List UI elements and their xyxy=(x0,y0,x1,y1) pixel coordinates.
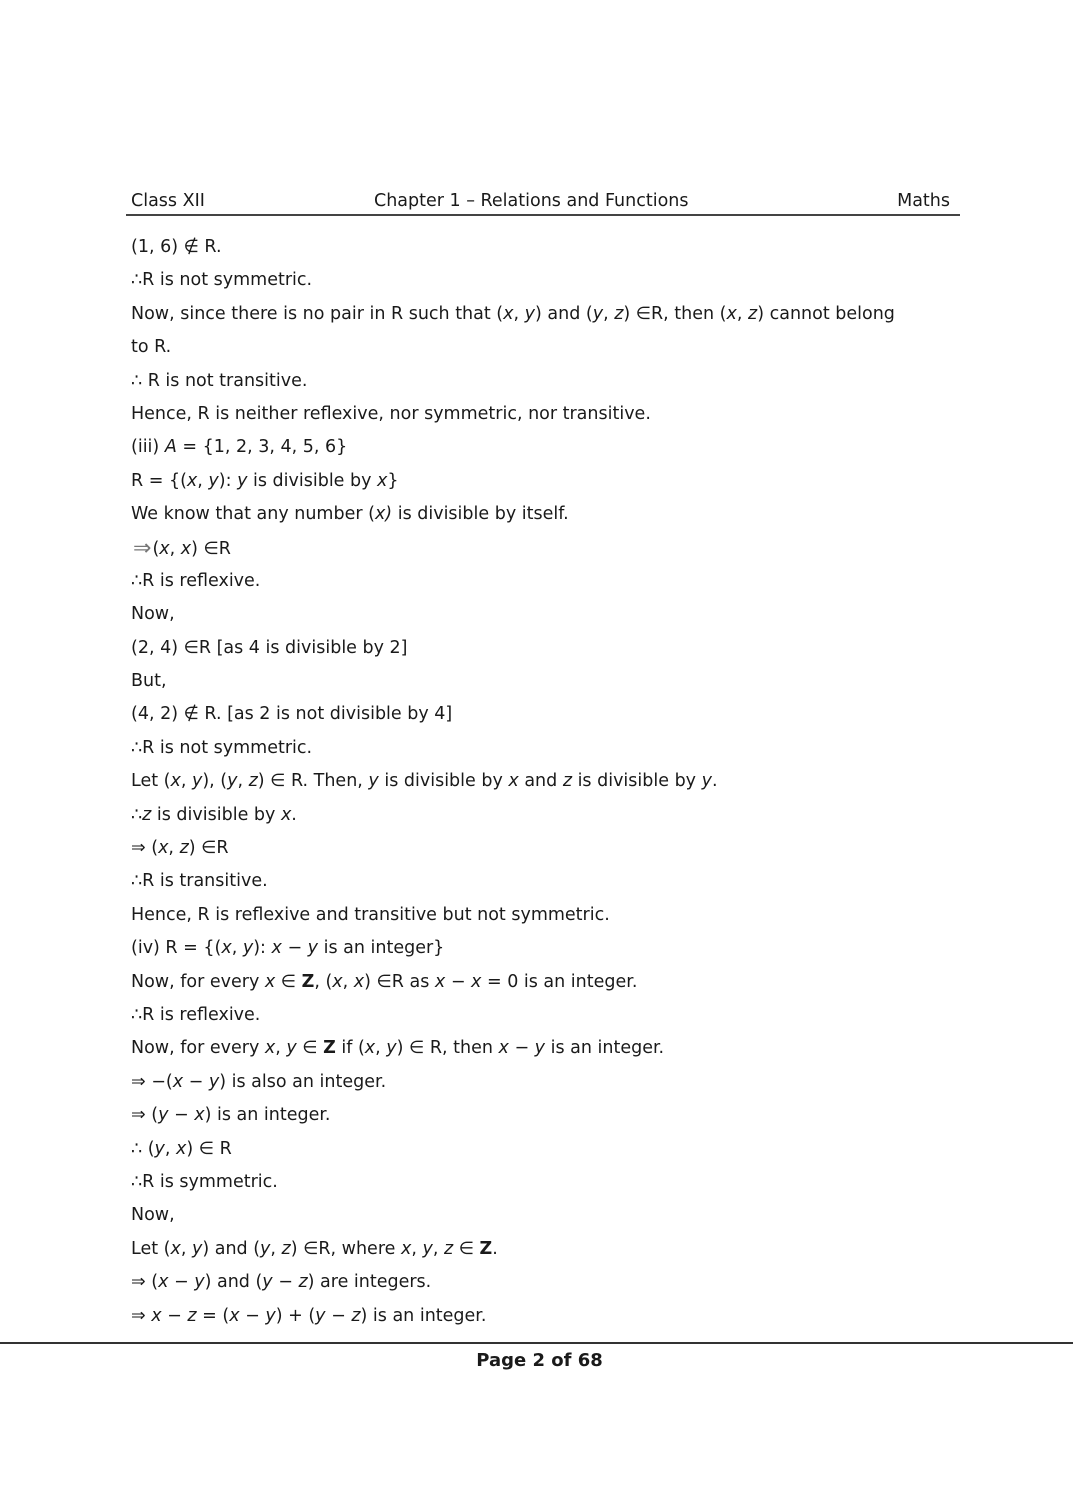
text-run: − xyxy=(508,1038,535,1059)
text-run: − xyxy=(239,1305,266,1326)
text-run: is divisible by itself. xyxy=(392,504,569,525)
math-variable: z xyxy=(562,771,572,792)
text-run: , xyxy=(180,771,192,792)
text-run: − xyxy=(168,1272,195,1293)
math-variable: x xyxy=(186,470,198,491)
math-variable: y xyxy=(208,1071,220,1092)
text-line xyxy=(131,331,961,364)
math-variable: y xyxy=(286,1038,297,1059)
math-variable: x xyxy=(158,1272,169,1293)
math-variable: x xyxy=(471,971,482,992)
text-run: , xyxy=(237,771,249,792)
text-line xyxy=(131,899,961,932)
math-variable: z xyxy=(748,303,758,324)
text-run: ∴ ( xyxy=(131,1138,155,1159)
math-variable: x xyxy=(508,771,519,792)
math-variable: y xyxy=(534,1038,546,1059)
math-variable: z xyxy=(443,1238,454,1259)
text-run: ) is an integer. xyxy=(360,1305,487,1326)
math-variable: z xyxy=(614,303,624,324)
math-variable: y xyxy=(242,938,254,959)
math-variable: y xyxy=(191,771,203,792)
text-run: is divisible by xyxy=(378,771,509,792)
text-run: − xyxy=(272,1272,299,1293)
header-class: Class XII xyxy=(131,191,205,211)
math-variable: x xyxy=(377,470,388,491)
text-run: , xyxy=(197,470,209,491)
text-run: Now, for every xyxy=(131,1038,265,1059)
text-run: ) is also an integer. xyxy=(219,1071,387,1092)
math-variable: y xyxy=(315,1305,326,1326)
text-run: Hence, R is neither reflexive, nor symmetric, nor transitive. xyxy=(131,403,651,424)
text-run: ⇒ −( xyxy=(131,1071,173,1092)
text-line xyxy=(131,865,961,898)
math-variable: y xyxy=(237,470,248,491)
page-body xyxy=(131,231,961,1333)
text-run: Now, since there is no pair in R such that ( xyxy=(131,303,504,324)
math-variable: x xyxy=(353,971,365,992)
text-line xyxy=(131,598,961,631)
text-line xyxy=(131,532,961,565)
text-run: ) ∈R as xyxy=(364,971,435,992)
text-run: ) ∈R xyxy=(191,538,231,559)
text-run: − xyxy=(183,1071,209,1092)
math-variable: x xyxy=(176,1138,187,1159)
math-variable: x xyxy=(364,1038,376,1059)
text-run: = {1, 2, 3, 4, 5, 6} xyxy=(176,437,348,458)
text-run: We know that any number ( xyxy=(131,504,375,525)
math-variable: x xyxy=(159,538,170,559)
text-run: ) ∈ R xyxy=(186,1138,232,1159)
math-variable: y xyxy=(368,771,379,792)
text-line xyxy=(131,1166,961,1199)
text-run: , xyxy=(342,971,354,992)
text-run: is divisible by xyxy=(572,771,702,792)
text-run: ∈ xyxy=(296,1038,324,1059)
text-line xyxy=(131,665,961,698)
math-variable: y xyxy=(208,470,219,491)
math-variable: x xyxy=(498,1038,509,1059)
math-variable: y xyxy=(227,771,238,792)
text-run: and xyxy=(518,771,563,792)
text-run: , xyxy=(375,1038,387,1059)
page-number: Page 2 of 68 xyxy=(476,1350,603,1371)
text-run: is divisible by xyxy=(151,804,281,825)
text-run: (iii) xyxy=(131,437,165,458)
text-run: ( xyxy=(152,538,160,559)
math-variable: x xyxy=(271,938,282,959)
math-variable: z xyxy=(179,838,189,859)
math-variable: z xyxy=(351,1305,361,1326)
math-variable: x xyxy=(158,838,169,859)
math-variable: y xyxy=(260,1238,271,1259)
text-run: ) ∈R xyxy=(188,838,229,859)
math-variable: x xyxy=(332,971,343,992)
text-run: ⇒ ( xyxy=(131,1272,159,1293)
text-run: ∴R is not symmetric. xyxy=(131,737,313,758)
text-line xyxy=(131,932,961,965)
text-run: is an integer} xyxy=(318,938,445,959)
text-run: ∴R is symmetric. xyxy=(131,1171,278,1192)
text-run: , xyxy=(168,838,180,859)
text-line xyxy=(131,1066,961,1099)
math-variable: x xyxy=(726,303,737,324)
text-run: (2, 4) ∈R [as 4 is divisible by 2] xyxy=(131,637,408,658)
text-run: ) ∈R, then ( xyxy=(623,303,727,324)
math-variable: x xyxy=(221,938,232,959)
text-run: . xyxy=(492,1238,498,1259)
text-run: Now, for every xyxy=(131,971,265,992)
math-variable: x xyxy=(264,971,276,992)
text-run: ∴R is not symmetric. xyxy=(131,270,313,291)
text-run: ⇒ xyxy=(131,1305,152,1326)
text-run: , ( xyxy=(314,971,333,992)
implies-arrow-icon: ⇒ xyxy=(133,535,152,561)
text-run: , xyxy=(411,1238,423,1259)
text-run: = ( xyxy=(196,1305,230,1326)
math-variable: y xyxy=(701,771,712,792)
math-variable: y xyxy=(154,1138,165,1159)
text-run: Now, xyxy=(131,1205,175,1226)
text-run: ⇒ ( xyxy=(131,838,159,859)
text-run: , xyxy=(164,1138,177,1159)
math-variable: y xyxy=(158,1105,169,1126)
math-variable: y xyxy=(265,1305,276,1326)
text-run: ): xyxy=(218,470,238,491)
text-run: . xyxy=(291,804,297,825)
math-variable: x xyxy=(180,538,192,559)
text-line xyxy=(131,632,961,665)
text-line xyxy=(131,1233,961,1266)
text-run: (1, 6) ∉ R. xyxy=(131,237,222,257)
text-line xyxy=(131,966,961,999)
text-line xyxy=(131,465,961,498)
text-run: , xyxy=(513,303,525,324)
text-run: ∴R is reflexive. xyxy=(131,1004,261,1025)
math-variable: y xyxy=(524,303,535,324)
text-run: ⇒ ( xyxy=(131,1105,159,1126)
math-variable: x xyxy=(264,1038,276,1059)
text-run: ∈ xyxy=(453,1238,480,1259)
header-chapter-title: Chapter 1 – Relations and Functions xyxy=(374,191,689,211)
text-line xyxy=(131,799,961,832)
text-line xyxy=(131,431,961,464)
text-run: ) are integers. xyxy=(307,1272,432,1293)
text-run: } xyxy=(387,470,399,491)
text-run: , xyxy=(231,938,243,959)
math-variable: x xyxy=(400,1238,412,1259)
text-run: ∴ R is not transitive. xyxy=(131,370,308,391)
text-run: ) and ( xyxy=(202,1238,261,1259)
text-run: if ( xyxy=(335,1038,365,1059)
text-run: ∴R is reflexive. xyxy=(131,570,261,591)
math-variable: z xyxy=(281,1238,291,1259)
text-line xyxy=(131,765,961,798)
math-set-symbol: Z xyxy=(301,971,315,992)
text-run: − xyxy=(168,1105,195,1126)
text-line xyxy=(131,298,961,331)
math-variable: z xyxy=(142,804,152,825)
page-header xyxy=(126,190,960,216)
text-run: ) ∈ R. Then, xyxy=(257,771,369,792)
text-run: is an integer. xyxy=(545,1038,665,1059)
text-line xyxy=(131,1300,961,1333)
text-run: , xyxy=(169,538,181,559)
text-line xyxy=(131,698,961,731)
text-run: ) is an integer. xyxy=(204,1105,331,1126)
header-subject: Maths xyxy=(897,191,950,211)
math-variable: z xyxy=(187,1305,197,1326)
text-run: ∴R is transitive. xyxy=(131,871,268,892)
text-run: (iv) R = {( xyxy=(131,938,222,959)
math-set-symbol: Z xyxy=(479,1238,493,1259)
text-run: − xyxy=(325,1305,352,1326)
text-run: ) ∈R, where xyxy=(290,1238,401,1259)
text-run: , xyxy=(736,303,749,324)
text-line xyxy=(131,231,961,264)
text-run: , xyxy=(275,1038,287,1059)
math-variable: x xyxy=(280,804,292,825)
math-variable: x xyxy=(229,1305,240,1326)
text-line xyxy=(131,365,961,398)
text-run: ) cannot belong xyxy=(757,303,895,324)
text-run: ) ∈ R, then xyxy=(396,1038,499,1059)
text-run: ): xyxy=(253,938,272,959)
text-run: ), ( xyxy=(202,771,228,792)
text-run: ) + ( xyxy=(275,1305,316,1326)
text-line xyxy=(131,999,961,1032)
text-run: ∈ xyxy=(275,971,302,992)
math-variable: x xyxy=(170,771,181,792)
math-variable: z xyxy=(298,1272,308,1293)
math-variable: A xyxy=(164,437,177,458)
text-line xyxy=(131,1133,961,1166)
text-run: Let ( xyxy=(131,1238,171,1259)
text-line xyxy=(131,1099,961,1132)
text-run: Hence, R is reflexive and transitive but not symmetric. xyxy=(131,904,610,925)
text-run: But, xyxy=(131,671,167,692)
text-line xyxy=(131,832,961,865)
math-variable: z xyxy=(248,771,258,792)
text-run: − xyxy=(161,1305,188,1326)
math-variable: y xyxy=(386,1038,397,1059)
math-variable: x xyxy=(503,303,514,324)
text-run: , xyxy=(180,1238,192,1259)
text-run: is divisible by xyxy=(247,470,378,491)
text-run: , xyxy=(432,1238,444,1259)
math-variable: x) xyxy=(374,504,393,525)
math-variable: x xyxy=(172,1071,184,1092)
text-run: ) and ( xyxy=(534,303,593,324)
math-variable: x xyxy=(151,1305,162,1326)
text-run: − xyxy=(281,938,308,959)
text-line xyxy=(131,1032,961,1065)
text-line xyxy=(131,1266,961,1299)
text-line xyxy=(131,398,961,431)
text-run: = 0 is an integer. xyxy=(481,971,638,992)
text-run: . xyxy=(711,771,718,792)
text-run: (4, 2) ∉ R. [as 2 is not divisible by 4] xyxy=(131,704,453,725)
math-variable: y xyxy=(307,938,319,959)
text-line xyxy=(131,264,961,297)
math-variable: x xyxy=(434,971,446,992)
text-line xyxy=(131,1199,961,1232)
math-variable: y xyxy=(262,1272,273,1293)
text-run: ) and ( xyxy=(204,1272,263,1293)
text-run: , xyxy=(270,1238,282,1259)
math-variable: x xyxy=(170,1238,181,1259)
text-run: − xyxy=(445,971,472,992)
text-line xyxy=(131,498,961,531)
text-run: Now, xyxy=(131,604,175,625)
math-variable: y xyxy=(191,1238,203,1259)
math-variable: x xyxy=(194,1105,205,1126)
math-set-symbol: Z xyxy=(323,1038,336,1059)
text-run: Let ( xyxy=(131,771,171,792)
text-line xyxy=(131,732,961,765)
text-line xyxy=(131,565,961,598)
math-variable: y xyxy=(194,1272,205,1293)
math-variable: y xyxy=(592,303,604,324)
text-run: , xyxy=(603,303,615,324)
footer-divider xyxy=(0,1342,1073,1344)
text-run: to R. xyxy=(131,337,172,358)
text-run: ∴ xyxy=(131,804,143,825)
text-run: R = {( xyxy=(131,470,187,491)
math-variable: y xyxy=(422,1238,433,1259)
